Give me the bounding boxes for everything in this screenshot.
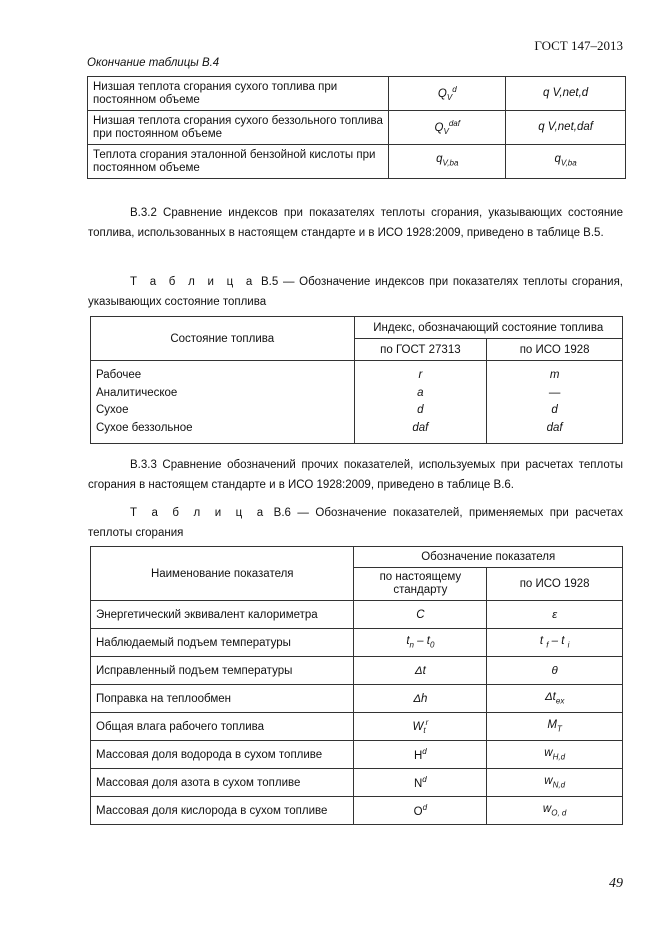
- table-b6-this: $N^d$: [354, 769, 487, 797]
- table-b6-iso: $w_{N,d}$: [487, 769, 623, 797]
- table-row: [91, 629, 623, 657]
- table-b6-iso: $w_{O, d}$: [487, 797, 623, 825]
- table-b6-head-this: по настоящему стандарту: [354, 568, 487, 601]
- standard-number: ГОСТ 147–2013: [534, 38, 623, 53]
- table-b6-this: C: [354, 601, 487, 629]
- table-b6-this: Δh: [354, 685, 487, 713]
- table-b6-iso: $M_T$: [487, 713, 623, 741]
- table-row: [91, 769, 623, 797]
- paragraph-b33-text: В.3.3 Сравнение обозначений прочих показателей, используемых при расчетах теплоты сгорания в настоящем стандарте и в ИСО 1928:2009, приведено в таблице В.6.: [88, 459, 623, 491]
- table-b4-symbol: $q_{V,ba}$: [389, 145, 506, 179]
- table-row: [91, 685, 623, 713]
- list-item: m: [549, 369, 560, 381]
- table-row: [91, 713, 623, 741]
- table-row: [88, 145, 626, 179]
- list-item: daf: [412, 421, 429, 434]
- table-b6-name: Наблюдаемый подъем температуры: [91, 629, 354, 657]
- table-b6-head-iso: по ИСО 1928: [487, 568, 623, 601]
- table-b6-head-symbol: Обозначение показателя: [354, 547, 623, 568]
- table-b5-head-gost: по ГОСТ 27313: [354, 339, 487, 361]
- table-b6-title: [88, 503, 623, 543]
- table-row: [91, 601, 623, 629]
- list-item: a: [417, 386, 424, 399]
- table-b4-symbol: $Q_V^d$: [389, 77, 506, 111]
- table-b4-label: Низшая теплота сгорания сухого беззольного топлива при постоянном объеме: [88, 111, 389, 145]
- table-b4-symbol: $Q_V^{daf}$: [389, 111, 506, 145]
- table-b5-gost-indices: [354, 361, 487, 444]
- paragraph-b32-text: В.3.2 Сравнение индексов при показателях теплоты сгорания, указывающих состояние топлива, использованных в настоящем стандарте и в ИСО 1928:2009, приведено в таблице В.5.: [88, 207, 623, 239]
- table-b5: [90, 316, 623, 444]
- table-b4-caption: Окончание таблицы В.4: [87, 57, 220, 69]
- table-b4: [87, 76, 626, 179]
- table-b6-iso: ε: [487, 601, 623, 629]
- table-b6-this: $H^d$: [354, 741, 487, 769]
- table-b6: [90, 546, 623, 825]
- table-b6-this: $t_n - t_0$: [354, 629, 487, 657]
- table-b6-iso: $\Delta t_{ex}$: [487, 685, 623, 713]
- table-b5-head-iso: по ИСО 1928: [487, 339, 623, 361]
- list-item: Аналитическое: [96, 386, 178, 399]
- table-b5-head-state: Состояние топлива: [91, 317, 355, 361]
- table-b6-iso: t $_f$ – t $_i$: [487, 629, 623, 657]
- table-b5-title-word: Т а б л и ц а: [130, 276, 257, 288]
- table-row: [91, 797, 623, 825]
- table-b4-iso-symbol: $q_{V,ba}$: [506, 145, 626, 179]
- paragraph-b32: [88, 203, 623, 243]
- table-row: [88, 77, 626, 111]
- list-item: daf: [546, 421, 563, 434]
- table-b6-iso: $w_{H,d}$: [487, 741, 623, 769]
- table-b6-title-text: В.6 — Обозначение показателей, применяемых при расчетах теплоты сгорания: [88, 507, 624, 539]
- table-row: [91, 741, 623, 769]
- table-b6-iso: θ: [487, 657, 623, 685]
- list-item: Рабочее: [96, 369, 142, 381]
- table-b6-name: Исправленный подъем температуры: [91, 657, 354, 685]
- list-item: d: [417, 404, 424, 416]
- table-b5-iso-indices: [487, 361, 623, 444]
- list-item: Сухое: [96, 404, 129, 416]
- page-number: 49: [609, 876, 623, 891]
- table-row: [88, 111, 626, 145]
- table-b4-iso-symbol: q V,net,daf: [506, 111, 626, 145]
- table-b5-title-text: В.5 — Обозначение индексов при показателях теплоты сгорания, указывающих состояние топлива: [88, 276, 623, 308]
- table-b6-this: $O^d$: [354, 797, 487, 825]
- list-item: d: [551, 404, 558, 416]
- table-b6-name: Общая влага рабочего топлива: [91, 713, 354, 741]
- table-b5-head-index: Индекс, обозначающий состояние топлива: [354, 317, 623, 339]
- paragraph-b33: [88, 455, 623, 495]
- table-b6-name: Энергетический эквивалент калориметра: [91, 601, 354, 629]
- table-b6-head-name: Наименование показателя: [91, 547, 354, 601]
- table-b6-this: $W_t^r$: [354, 713, 487, 741]
- table-b6-name: Массовая доля водорода в сухом топливе: [91, 741, 354, 769]
- table-row: [91, 317, 623, 339]
- table-b6-title-word: Т а б л и ц а: [130, 507, 268, 519]
- table-b6-name: Поправка на теплообмен: [91, 685, 354, 713]
- list-item: Сухое беззольное: [96, 421, 193, 434]
- table-b6-name: Массовая доля азота в сухом топливе: [91, 769, 354, 797]
- table-row: [91, 361, 623, 444]
- table-b4-iso-symbol: q V,net,d: [506, 77, 626, 111]
- table-b5-title: [88, 272, 623, 312]
- list-item: r: [418, 369, 423, 381]
- table-b4-label: Низшая теплота сгорания сухого топлива при постоянном объеме: [88, 77, 389, 111]
- table-b5-states: [91, 361, 355, 444]
- table-b6-name: Массовая доля кислорода в сухом топливе: [91, 797, 354, 825]
- table-b6-this: Δt: [354, 657, 487, 685]
- table-b4-label: Теплота сгорания эталонной бензойной кислоты при постоянном объеме: [88, 145, 389, 179]
- list-item: —: [548, 386, 561, 399]
- table-row: [91, 657, 623, 685]
- table-row: [91, 547, 623, 568]
